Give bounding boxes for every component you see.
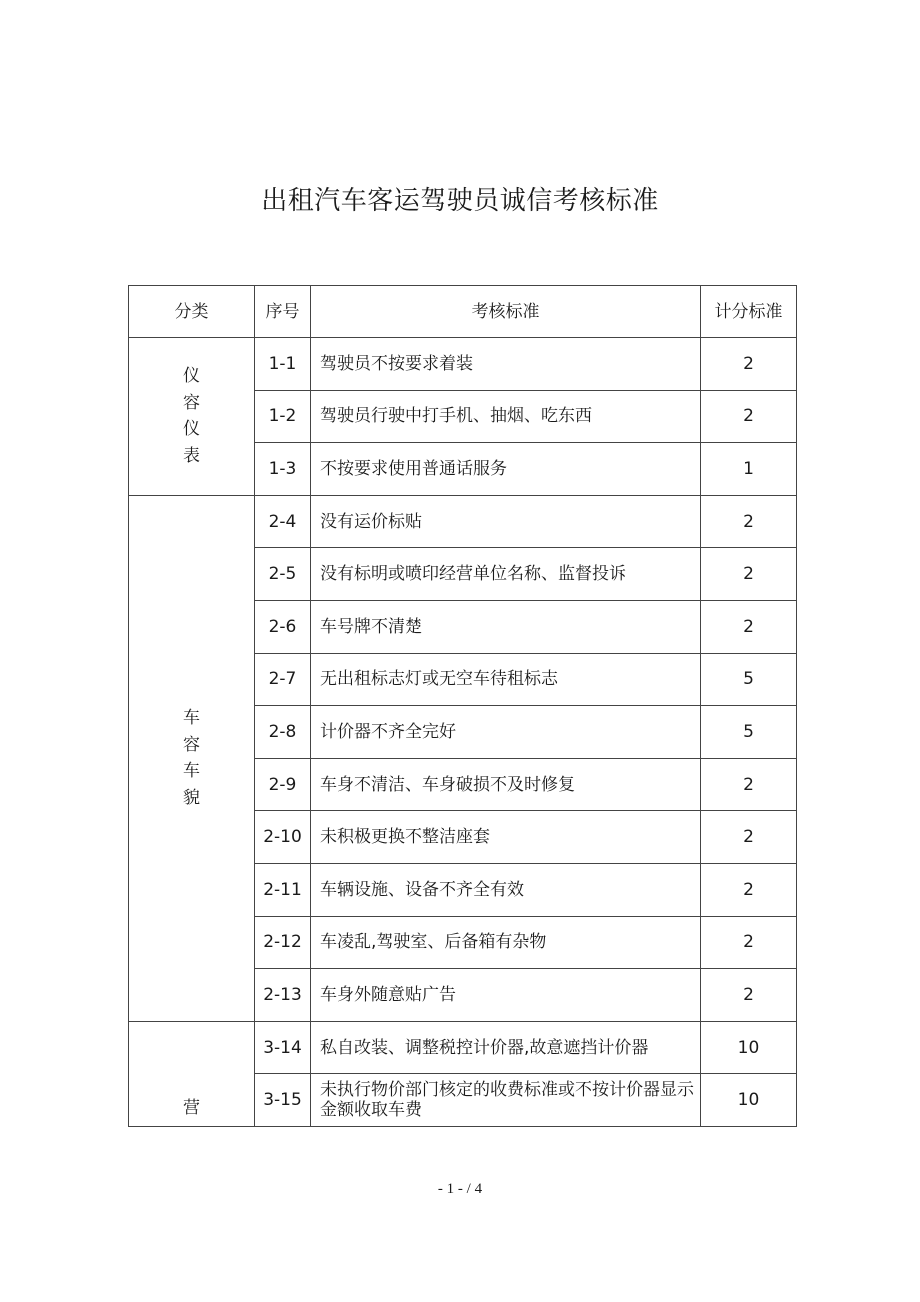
category-char: 车 xyxy=(183,708,200,729)
category-cell-vehicle xyxy=(129,495,255,1021)
standard-cell: 车辆设施、设备不齐全有效 xyxy=(311,863,701,916)
page-number: - 1 - / 4 xyxy=(437,1181,483,1197)
score-cell: 10 xyxy=(701,1074,797,1127)
table-row xyxy=(129,1021,797,1074)
seq-cell: 1-1 xyxy=(255,338,311,391)
seq-cell: 3-14 xyxy=(255,1021,311,1074)
seq-cell: 2-8 xyxy=(255,706,311,759)
assessment-table xyxy=(128,285,797,1127)
header-category: 分类 xyxy=(129,286,255,338)
standard-cell: 驾驶员不按要求着装 xyxy=(311,338,701,391)
document-title: 出租汽车客运驾驶员诚信考核标准 xyxy=(261,186,659,216)
header-row xyxy=(129,286,797,338)
seq-cell: 2-10 xyxy=(255,811,311,864)
score-cell: 2 xyxy=(701,969,797,1022)
score-cell: 1 xyxy=(701,443,797,496)
category-char: 车 xyxy=(183,761,200,782)
score-cell: 2 xyxy=(701,863,797,916)
header-seq: 序号 xyxy=(255,286,311,338)
standard-cell: 未积极更换不整洁座套 xyxy=(311,811,701,864)
table-row xyxy=(129,338,797,391)
score-cell: 10 xyxy=(701,1021,797,1074)
score-cell: 2 xyxy=(701,390,797,443)
seq-cell: 2-13 xyxy=(255,969,311,1022)
table-row xyxy=(129,495,797,548)
category-char: 容 xyxy=(183,392,200,413)
standard-cell: 驾驶员行驶中打手机、抽烟、吃东西 xyxy=(311,390,701,443)
standard-cell: 没有标明或喷印经营单位名称、监督投诉 xyxy=(311,548,701,601)
standard-cell: 不按要求使用普通话服务 xyxy=(311,443,701,496)
seq-cell: 2-9 xyxy=(255,758,311,811)
seq-cell: 1-2 xyxy=(255,390,311,443)
seq-cell: 2-4 xyxy=(255,495,311,548)
score-cell: 2 xyxy=(701,495,797,548)
score-cell: 2 xyxy=(701,338,797,391)
score-cell: 2 xyxy=(701,916,797,969)
seq-cell: 2-12 xyxy=(255,916,311,969)
category-char: 仪 xyxy=(183,419,200,440)
header-standard: 考核标准 xyxy=(311,286,701,338)
score-cell: 2 xyxy=(701,811,797,864)
standard-cell: 车号牌不清楚 xyxy=(311,600,701,653)
standard-cell: 计价器不齐全完好 xyxy=(311,706,701,759)
standard-cell: 无出租标志灯或无空车待租标志 xyxy=(311,653,701,706)
score-cell: 5 xyxy=(701,706,797,759)
standard-cell: 没有运价标贴 xyxy=(311,495,701,548)
seq-cell: 2-7 xyxy=(255,653,311,706)
category-char: 貌 xyxy=(183,787,200,808)
standard-cell: 车凌乱,驾驶室、后备箱有杂物 xyxy=(311,916,701,969)
category-char: 仪 xyxy=(183,366,200,387)
seq-cell: 2-6 xyxy=(255,600,311,653)
category-cell-operation xyxy=(129,1021,255,1126)
seq-cell: 3-15 xyxy=(255,1074,311,1127)
header-score: 计分标准 xyxy=(701,286,797,338)
seq-cell: 1-3 xyxy=(255,443,311,496)
standard-cell: 车身外随意贴广告 xyxy=(311,969,701,1022)
category-char: 容 xyxy=(183,734,200,755)
category-char: 营 xyxy=(183,1097,200,1118)
standard-cell: 未执行物价部门核定的收费标准或不按计价器显示金额收取车费 xyxy=(311,1074,701,1127)
seq-cell: 2-11 xyxy=(255,863,311,916)
standard-cell: 私自改装、调整税控计价器,故意遮挡计价器 xyxy=(311,1021,701,1074)
score-cell: 2 xyxy=(701,758,797,811)
category-cell-appearance xyxy=(129,338,255,496)
category-char: 表 xyxy=(183,445,200,466)
score-cell: 2 xyxy=(701,548,797,601)
seq-cell: 2-5 xyxy=(255,548,311,601)
standard-cell: 车身不清洁、车身破损不及时修复 xyxy=(311,758,701,811)
score-cell: 2 xyxy=(701,600,797,653)
score-cell: 5 xyxy=(701,653,797,706)
